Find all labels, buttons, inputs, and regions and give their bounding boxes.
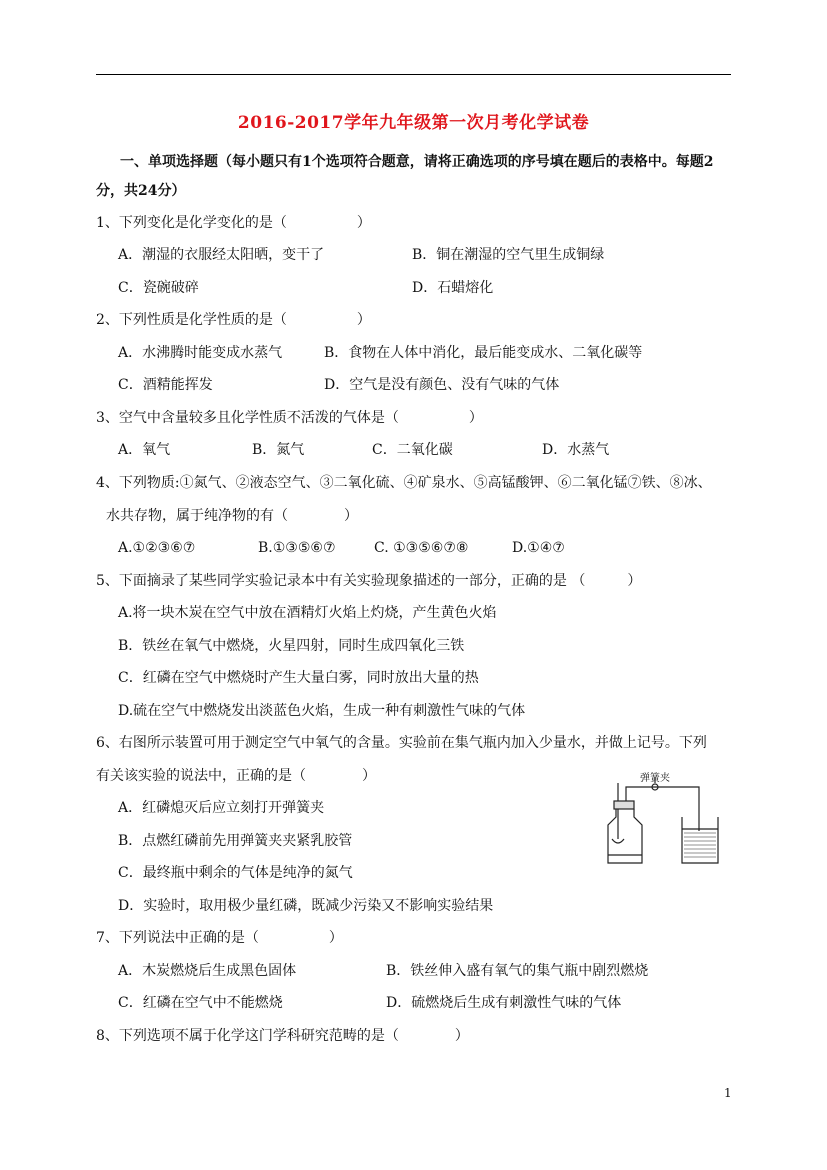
section-heading-line1: 一、单项选择题（每小题只有1个选项符合题意，请将正确选项的序号填在题后的表格中。每题2 bbox=[120, 154, 714, 170]
oxygen-measurement-apparatus-figure bbox=[602, 773, 722, 869]
question-3-option-d: D．水蒸气 bbox=[542, 442, 610, 458]
question-2-option-c: C．酒精能挥发 bbox=[118, 377, 213, 393]
question-2-option-a: A．水沸腾时能变成水蒸气 bbox=[118, 345, 283, 361]
question-5-stem: 5、下面摘录了某些同学实验记录本中有关实验现象描述的一部分，正确的是 （ ） bbox=[96, 573, 642, 589]
apparatus-drawing bbox=[602, 773, 722, 869]
question-1-stem: 1、下列变化是化学变化的是（ ） bbox=[96, 215, 371, 231]
question-2-option-d: D．空气是没有颜色、没有气味的气体 bbox=[324, 377, 560, 393]
question-1-option-c: C．瓷碗破碎 bbox=[118, 280, 199, 296]
question-3-option-c: C．二氧化碳 bbox=[372, 442, 453, 458]
question-1-option-b: B．铜在潮湿的空气里生成铜绿 bbox=[412, 247, 605, 263]
question-6-option-a: A．红磷熄灭后应立刻打开弹簧夹 bbox=[118, 800, 325, 816]
question-3-option-b: B．氮气 bbox=[252, 442, 305, 458]
question-7-option-d: D．硫燃烧后生成有刺激性气味的气体 bbox=[386, 995, 622, 1011]
question-2-option-b: B．食物在人体中消化，最后能变成水、二氧化碳等 bbox=[324, 345, 643, 361]
beaker bbox=[682, 817, 718, 863]
question-6-option-b: B．点燃红磷前先用弹簧夹夹紧乳胶管 bbox=[118, 833, 353, 849]
question-2-stem: 2、下列性质是化学性质的是（ ） bbox=[96, 312, 371, 328]
question-4-stem-cont: 水共存物，属于纯净物的有（ ） bbox=[106, 508, 358, 524]
question-5-option-b: B．铁丝在氧气中燃烧，火星四射，同时生成四氧化三铁 bbox=[118, 638, 465, 654]
question-4-option-a: A.①②③⑥⑦ bbox=[118, 540, 196, 556]
question-4-option-c: C. ①③⑤⑥⑦⑧ bbox=[374, 540, 469, 556]
page-number: 1 bbox=[724, 1086, 732, 1100]
question-4-option-d: D.①④⑦ bbox=[512, 540, 565, 556]
question-7-option-a: A．木炭燃烧后生成黑色固体 bbox=[118, 963, 297, 979]
question-4-stem: 4、下列物质:①氮气、②液态空气、③二氧化硫、④矿泉水、⑤高锰酸钾、⑥二氧化锰⑦铁、⑧冰、 bbox=[96, 475, 712, 491]
exam-title: 2016-2017学年九年级第一次月考化学试卷 bbox=[237, 113, 590, 133]
question-5-option-a: A.将一块木炭在空气中放在酒精灯火焰上灼烧，产生黄色火焰 bbox=[118, 605, 497, 621]
question-7-option-b: B．铁丝伸入盛有氧气的集气瓶中剧烈燃烧 bbox=[386, 963, 649, 979]
question-5-option-c: C．红磷在空气中燃烧时产生大量白雾，同时放出大量的热 bbox=[118, 670, 479, 686]
stopper bbox=[614, 801, 634, 809]
section-heading-line2: 分，共24分） bbox=[96, 183, 186, 199]
question-1-option-a: A．潮湿的衣服经太阳晒，变干了 bbox=[118, 247, 325, 263]
spring-clip-label: 弹簧夹 bbox=[640, 773, 670, 784]
question-1-option-d: D．石蜡熔化 bbox=[412, 280, 494, 296]
question-6-stem-cont: 有关该实验的说法中，正确的是（ ） bbox=[96, 768, 376, 784]
header-rule bbox=[96, 74, 731, 75]
question-6-option-c: C．最终瓶中剩余的气体是纯净的氮气 bbox=[118, 865, 353, 881]
question-7-option-c: C．红磷在空气中不能燃烧 bbox=[118, 995, 283, 1011]
rubber-tube bbox=[626, 787, 699, 831]
question-5-option-d: D.硫在空气中燃烧发出淡蓝色火焰，生成一种有刺激性气味的气体 bbox=[118, 703, 526, 719]
question-4-option-b: B.①③⑤⑥⑦ bbox=[258, 540, 336, 556]
question-7-stem: 7、下列说法中正确的是（ ） bbox=[96, 930, 343, 946]
question-3-option-a: A．氧气 bbox=[118, 442, 171, 458]
question-6-stem: 6、右图所示装置可用于测定空气中氧气的含量。实验前在集气瓶内加入少量水，并做上记号。下列 bbox=[96, 735, 707, 751]
question-8-stem: 8、下列选项不属于化学这门学科研究范畴的是（ ） bbox=[96, 1028, 469, 1044]
question-3-stem: 3、空气中含量较多且化学性质不活泼的气体是（ ） bbox=[96, 410, 483, 426]
question-6-option-d: D．实验时，取用极少量红磷，既减少污染又不影响实验结果 bbox=[118, 898, 494, 914]
